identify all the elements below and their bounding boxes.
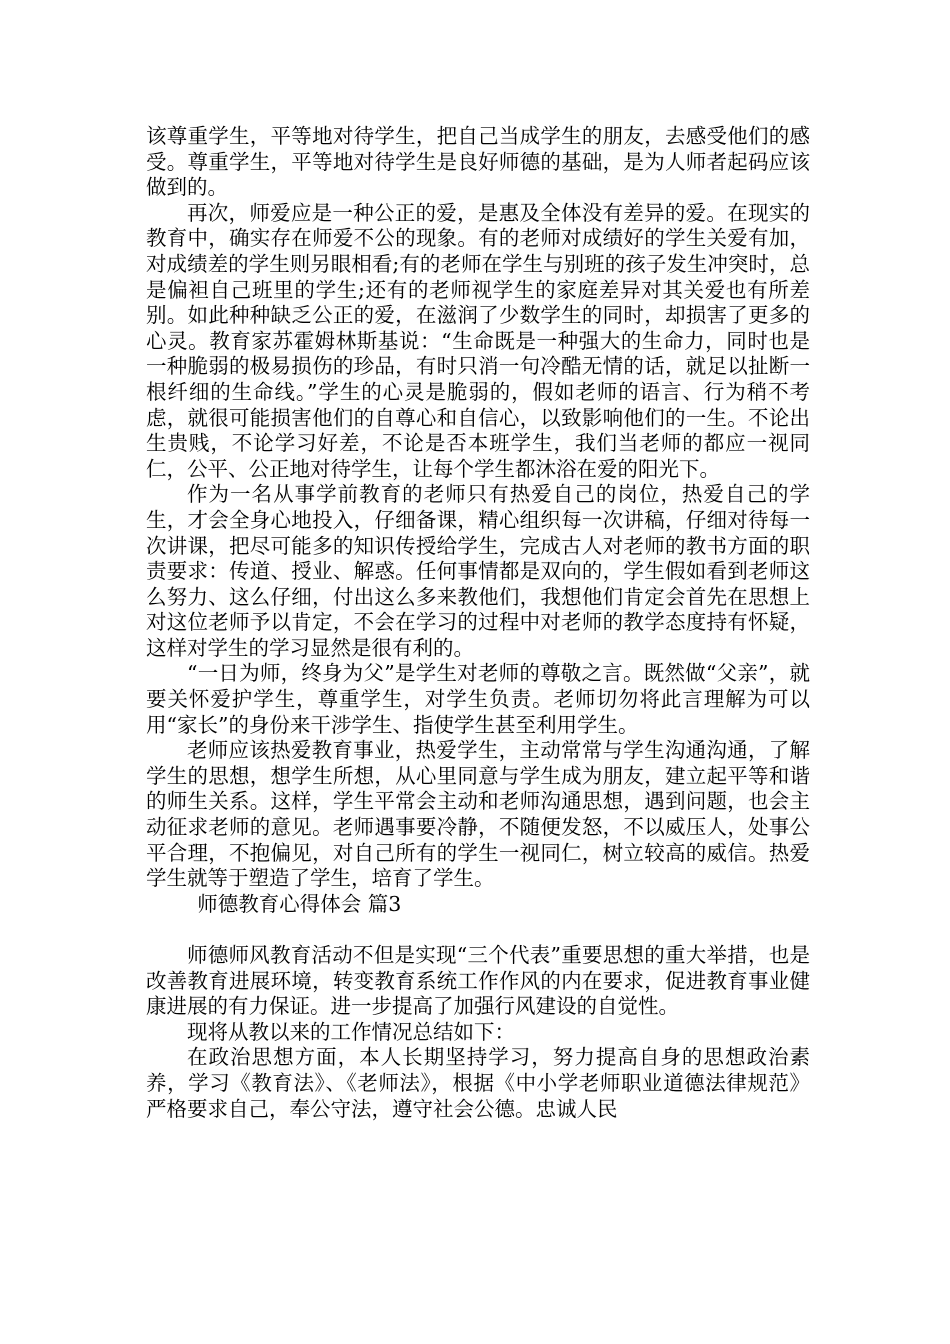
paragraph-6: 师德师风教育活动不但是实现“三个代表”重要思想的重大举措，也是改善教育进展环境，转变教育系统工作作风的内在要求，促进教育事业健康进展的有力保证。进一步提高了加强行风建设的自觉性。 <box>146 943 810 1019</box>
paragraph-2: 再次，师爱应是一种公正的爱，是惠及全体没有差异的爱。在现实的教育中，确实存在师爱不公的现象。有的老师对成绩好的学生关爱有加，对成绩差的学生则另眼相看;有的老师在学生与别班的孩子发生冲突时，总是偏袒自己班里的学生;还有的老师视学生的家庭差异对其关爱也有所差别。如此种种缺乏公正的爱，在滋润了少数学生的同时，却损害了更多的心灵。教育家苏霍姆林斯基说：“生命既是一种强大的生命力，同时也是一种脆弱的极易损伤的珍品，有时只消一句冷酷无情的话，就足以扯断一根纤细的生命线。”学生的心灵是脆弱的，假如老师的语言、行为稍不考虑，就很可能损害他们的自尊心和自信心，以致影响他们的一生。不论出生贵贱，不论学习好差，不论是否本班学生，我们当老师的都应一视同仁，公平、公正地对待学生，让每个学生都沐浴在爱的阳光下。 <box>146 200 810 481</box>
document-page <box>146 124 810 1122</box>
blank-line <box>146 917 810 943</box>
paragraph-7: 现将从教以来的工作情况总结如下： <box>187 1019 515 1044</box>
paragraph-8: 在政治思想方面，本人长期坚持学习，努力提高自身的思想政治素养，学习《教育法》、《老师法》，根据《中小学老师职业道德法律规范》严格要求自己，奉公守法，遵守社会公德。忠诚人民 <box>146 1045 810 1121</box>
paragraph-4: “一日为师，终身为父”是学生对老师的尊敬之言。既然做“父亲”，就要关怀爱护学生，尊重学生，对学生负责。老师切勿将此言理解为可以用“家长”的身份来干涉学生、指使学生甚至利用学生。 <box>146 661 810 737</box>
section-heading: 师德教育心得体会 篇3 <box>197 891 402 916</box>
paragraph-3: 作为一名从事学前教育的老师只有热爱自己的岗位，热爱自己的学生，才会全身心地投入，仔细备课，精心组织每一次讲稿，仔细对待每一次讲课，把尽可能多的知识传授给学生，完成古人对老师的教书方面的职责要求：传道、授业、解惑。任何事情都是双向的，学生假如看到老师这么努力、这么仔细，付出这么多来教他们，我想他们肯定会首先在思想上对这位老师予以肯定，不会在学习的过程中对老师的教学态度持有怀疑，这样对学生的学习显然是很有利的。 <box>146 482 810 660</box>
paragraph-5: 老师应该热爱教育事业，热爱学生，主动常常与学生沟通沟通，了解学生的思想，想学生所想，从心里同意与学生成为朋友，建立起平等和谐的师生关系。这样，学生平常会主动和老师沟通思想，遇到问题，也会主动征求老师的意见。老师遇事要冷静，不随便发怒，不以威压人，处事公平合理，不抱偏见，对自己所有的学生一视同仁，树立较高的威信。热爱学生就等于塑造了学生，培育了学生。 <box>146 738 810 891</box>
paragraph-1: 该尊重学生，平等地对待学生，把自己当成学生的朋友，去感受他们的感受。尊重学生，平等地对待学生是良好师德的基础，是为人师者起码应该做到的。 <box>146 124 810 200</box>
